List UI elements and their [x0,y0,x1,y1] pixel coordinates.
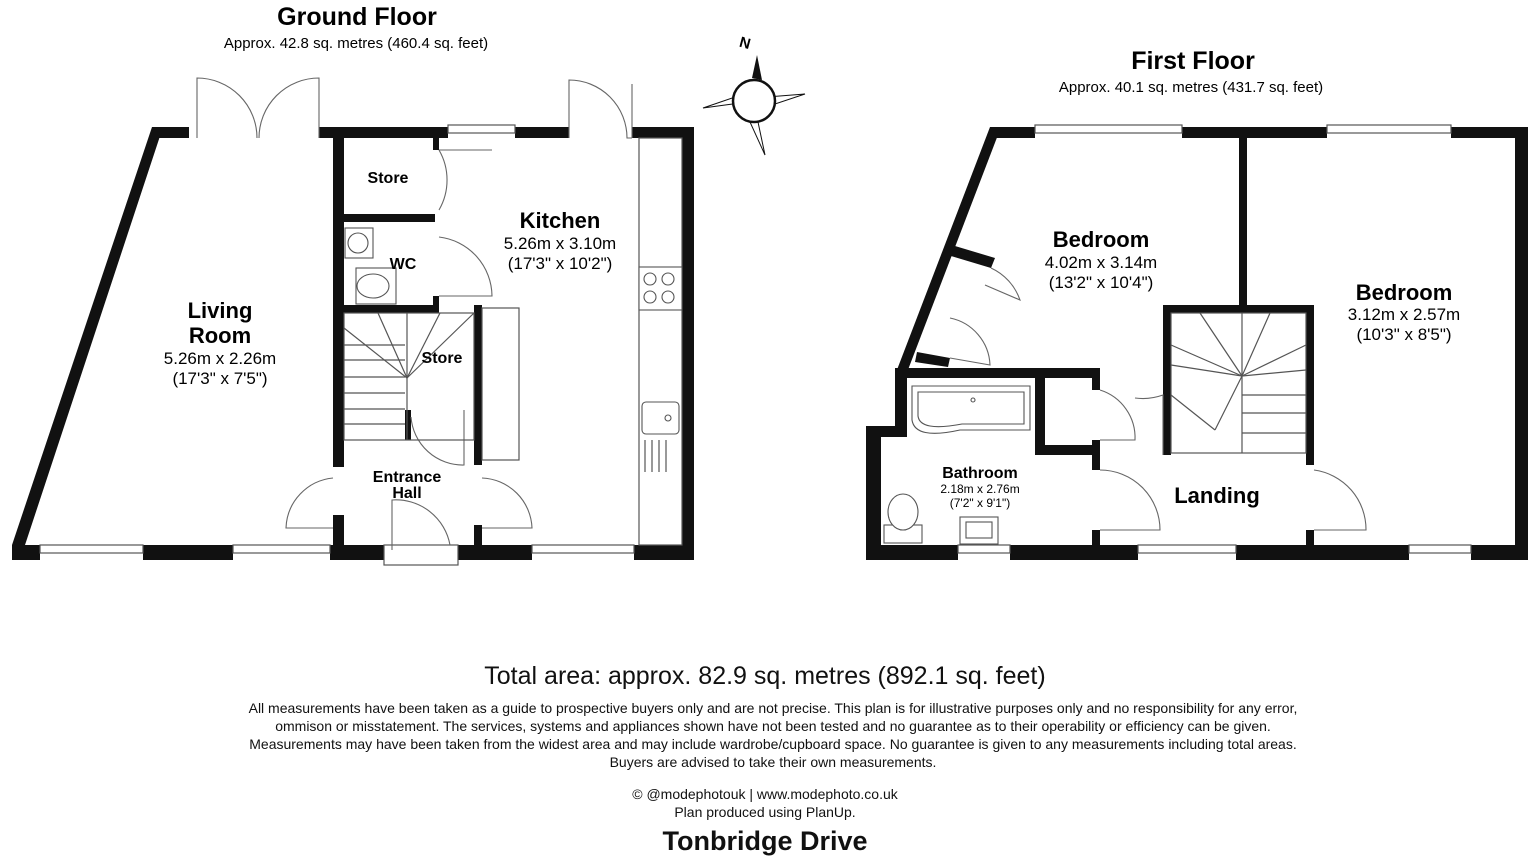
property-address: Tonbridge Drive [662,826,868,856]
front-door-threshold [384,545,458,565]
room-name-bedroom: Bedroom [1052,227,1150,252]
south-wall [458,545,532,560]
wardrobe-wall [951,246,995,268]
french-door [259,78,319,138]
back-door [569,80,632,138]
credit-line: © @modephotouk | www.modephoto.co.uk [632,786,898,802]
credit-block [0,785,1530,821]
wc-wall-stub [433,138,439,150]
kitchen-units [482,138,682,545]
disclaimer-text: All measurements have been taken as a guide to prospective buyers only and are not precise. This plan is for illustrative purposes only and no responsibility for any error, ommison or misstatement. The services, systems and appliances shown have not been tested and no guarantee as to their operability or efficiency can be given. Measurements may have been taken from the widest area and may include wardrobe/cupboard space. No guarantee is given to any measurements including total areas. Buyers are advised to take their own measurements. [248,700,1298,770]
bathroom-west-wall [866,426,881,560]
room-name-kitchen: Kitchen [519,208,601,233]
room-dimensions-ft: (17'3" x 10'2") [507,254,613,273]
bathroom-east-wall [1092,368,1100,390]
living-room-west-wall [12,127,163,545]
store-wall [333,214,435,222]
room-dimensions-ft: (13'2" x 10'4") [1048,273,1154,292]
landing-wall [1306,305,1314,465]
ground-floor-title: Ground Floor [277,3,437,31]
room-dimensions-m: 5.26m x 3.10m [503,234,617,253]
south-wall [1471,545,1528,560]
credit-line: Plan produced using PlanUp. [674,804,856,820]
wc-door [439,237,492,296]
window [1138,545,1236,553]
window [40,545,143,553]
wall-segment [515,127,569,138]
room-name-living-room: Living [187,298,253,323]
bathroom-north-wall [895,368,1093,378]
room-name-bedroom: Bedroom [1355,280,1453,305]
wardrobe-door [950,318,990,365]
compass-north-label: N [737,33,753,54]
french-door [197,78,257,138]
first-floor-title: First Floor [1131,47,1255,75]
bathroom-east-wall [1092,530,1100,545]
hall-wall [474,305,482,465]
window [1035,125,1182,133]
cupboard-door [1100,390,1135,440]
room-name-bathroom: Bathroom [942,465,1018,482]
window [1409,545,1471,553]
south-wall [12,545,40,560]
cupboard-wall [1035,375,1045,455]
window [448,125,515,133]
wc-fixtures [345,228,396,304]
bedroom-west-wall [895,127,1001,375]
south-wall [330,545,384,560]
wardrobe-wall [915,352,950,367]
front-door [392,500,450,550]
south-wall [634,545,694,560]
first-floor-plan [866,47,1528,560]
partition-wall [333,127,344,467]
landing-wall [1306,530,1314,545]
window [1327,125,1451,133]
stair-store-door [411,410,464,465]
south-wall [866,545,958,560]
kitchen-door [482,478,532,528]
compass-icon [703,34,805,155]
window [532,545,634,553]
room-name-entrance-hall: Entrance [372,469,442,486]
total-area: Total area: approx. 82.9 sq. metres (892.1 sq. feet) [484,662,1046,690]
south-wall [1236,545,1409,560]
wardrobe-door [985,268,1020,300]
landing-wall [1163,305,1313,313]
store-door [439,150,447,210]
landing-wall [1163,305,1171,455]
ground-floor-area: Approx. 42.8 sq. metres (460.4 sq. feet) [223,35,489,52]
living-room-door [286,478,333,528]
first-floor-stairs [1171,313,1306,453]
wc-wall-stub [433,296,439,313]
partition-wall [333,515,344,545]
store-under-stairs-wall [405,410,411,440]
bathroom-door [1100,470,1160,530]
kitchen-east-wall [682,127,694,560]
room-dimensions-m: 5.26m x 2.26m [163,349,277,368]
bedroom-door [1135,395,1163,455]
room-dimensions-m: 3.12m x 2.57m [1347,305,1461,324]
room-dimensions-ft: (10'3" x 8'5") [1356,325,1452,344]
first-floor-area: Approx. 40.1 sq. metres (431.7 sq. feet) [1058,79,1324,96]
ground-floor-plan [12,3,694,565]
room-name-store: Store [421,350,463,367]
wall-segment [1182,127,1327,138]
south-wall [1010,545,1138,560]
bedroom-partition [1239,138,1247,306]
bedroom-2-door [1314,470,1366,530]
wc-wall [333,305,435,313]
window [958,545,1010,553]
east-wall [1515,127,1528,560]
room-dimensions-m: 2.18m x 2.76m [940,482,1020,496]
room-name-entrance-hall: Hall [392,485,422,502]
room-name-store: Store [367,170,409,187]
wall-segment [152,127,189,138]
room-dimensions-ft: (17'3" x 7'5") [172,369,268,388]
cupboard-wall [1035,445,1100,455]
room-name-wc: WC [389,256,417,273]
window [233,545,330,553]
room-name-living-room: Room [188,323,252,348]
room-name-landing: Landing [1174,483,1260,508]
room-dimensions-m: 4.02m x 3.14m [1044,253,1158,272]
south-wall [143,545,233,560]
room-dimensions-ft: (7'2" x 9'1") [949,496,1011,510]
hall-wall [474,525,482,545]
wall-segment [990,127,1035,138]
